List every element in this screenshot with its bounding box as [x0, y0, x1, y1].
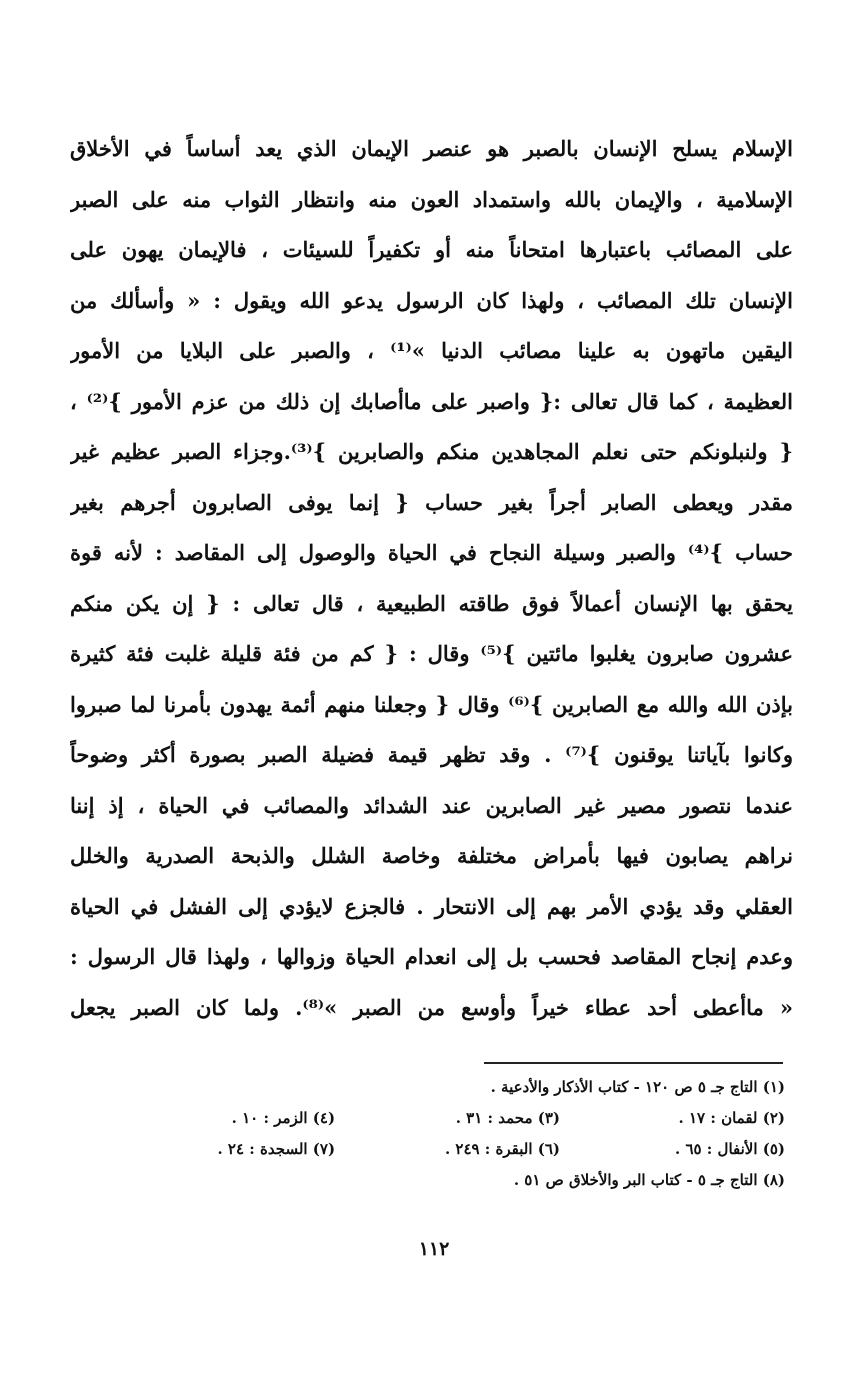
text-line: العقلي وقد يؤدي الأمر بهم إلى الانتحار . فالجزع لايؤدي إلى الفشل في الحياة: [70, 893, 793, 919]
page-number: ١١٢: [418, 1238, 450, 1260]
text-line: نراهم يصابون فيها بأمراض مختلفة وخاصة الشلل والذبحة الصدرية والخلل: [70, 843, 793, 868]
footnote-8: (٨) التاج جـ ٥ - كتاب البر والأخلاق ص ٥١ .: [513, 1171, 785, 1189]
footnotes: [110, 1072, 785, 1196]
footnote-5: (٥) الأنفال : ٦٥ .: [674, 1140, 785, 1158]
text-line: على المصائب باعتبارها امتحاناً منه أو تكفيراً للسيئات ، فالإيمان يهون على: [70, 237, 793, 262]
text-line: وكانوا بآياتنا يوقنون }⁽⁷⁾ . وقد تظهر قيمة فضيلة الصبر بصورة أكثر وضوحاً: [70, 742, 793, 767]
footnote-6: (٦) البقرة : ٢٤٩ .: [444, 1140, 561, 1158]
text-line: يحقق بها الإنسان أعمالاً فوق طاقته الطبيعية ، قال تعالى : { إن يكن منكم: [70, 590, 793, 616]
text-line: الإسلامية ، والإيمان بالله واستمداد العون منه وانتظار الثواب منه على الصبر: [70, 186, 793, 212]
text-line: الإسلام يسلح الإنسان بالصبر هو عنصر الإيمان الذي يعد أساساً في الأخلاق: [70, 136, 793, 161]
text-line: بإذن الله والله مع الصابرين }⁽⁶⁾ وقال { وجعلنا منهم أئمة يهدون بأمرنا لما صبروا: [70, 691, 793, 717]
footnote-1: (١) التاج جـ ٥ ص ١٢٠ - كتاب الأذكار والأدعية .: [490, 1078, 785, 1096]
text-line: العظيمة ، كما قال تعالى :{ واصبر على ماأصابك إن ذلك من عزم الأمور }⁽²⁾ ،: [70, 388, 793, 414]
footnote-4: (٤) الزمر : ١٠ .: [231, 1109, 336, 1127]
footnote-row: [110, 1134, 785, 1165]
text-line: وعدم إنجاح المقاصد فحسب بل إلى انعدام الحياة وزوالها ، ولهذا قال الرسول :: [70, 944, 793, 969]
footnote-2: (٢) لقمان : ١٧ .: [678, 1109, 785, 1127]
text-line: { ولنبلونكم حتى نعلم المجاهدين منكم والصابرين }⁽³⁾.وجزاء الصبر عظيم غير: [70, 439, 793, 464]
text-line: « ماأعطى أحد عطاء خيراً وأوسع من الصبر »⁽⁸⁾. ولما كان الصبر يجعل: [70, 994, 793, 1020]
footnote-row: [110, 1103, 785, 1134]
text-line: اليقين ماتهون به علينا مصائب الدنيا »⁽¹⁾ ، والصبر على البلايا من الأمور: [70, 338, 793, 363]
text-line: مقدر ويعطى الصابر أجراً بغير حساب { إنما يوفى الصابرون أجرهم بغير: [70, 489, 793, 515]
footnote-7: (٧) السجدة : ٢٤ .: [217, 1140, 336, 1158]
body-paragraph: [70, 124, 793, 1033]
footnote-divider: [484, 1062, 783, 1064]
text-line: عندما نتصور مصير غير الصابرين عند الشدائد والمصائب في الحياة ، إذ إننا: [70, 792, 793, 818]
text-line: عشرون صابرون يغلبوا مائتين }⁽⁵⁾ وقال : { كم من فئة قليلة غلبت فئة كثيرة: [70, 641, 793, 666]
footnote-3: (٣) محمد : ٣١ .: [455, 1109, 561, 1127]
text-line: حساب }⁽⁴⁾ والصبر وسيلة النجاح في الحياة والوصول إلى المقاصد : لأنه قوة: [70, 540, 793, 565]
text-line: الإنسان تلك المصائب ، ولهذا كان الرسول يدعو الله ويقول : « وأسألك من: [70, 287, 793, 313]
